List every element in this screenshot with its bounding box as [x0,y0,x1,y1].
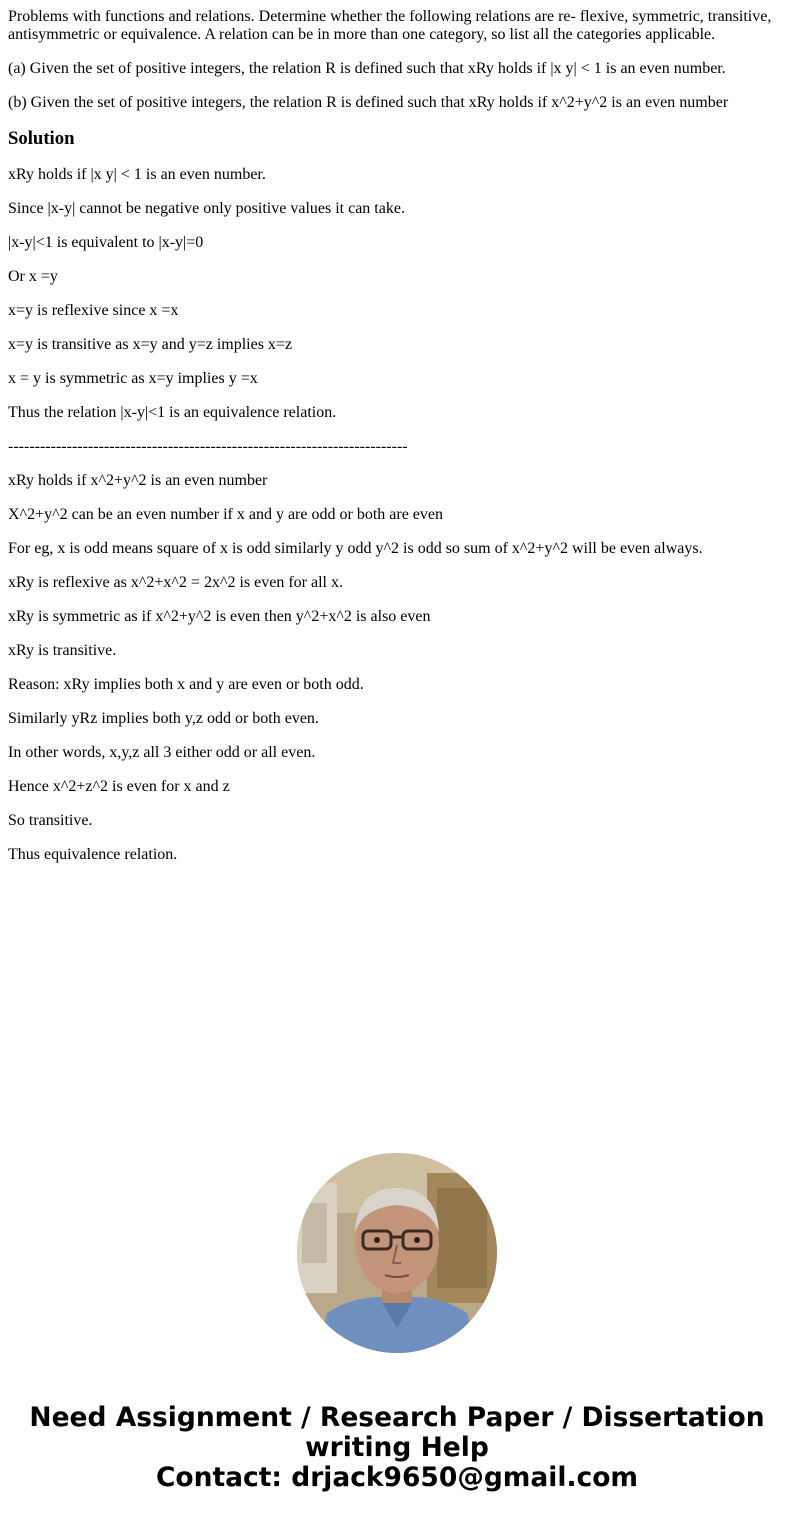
solution-line: Hence x^2+z^2 is even for x and z [8,778,230,795]
solution-line: x=y is transitive as x=y and y=z implies x=z [8,336,293,353]
solution-line: xRy is reflexive as x^2+x^2 = 2x^2 is even for all x. [8,574,343,591]
tutor-avatar [297,1153,497,1353]
promo-line-2: writing Help [305,1432,489,1463]
solution-line: xRy holds if x^2+y^2 is an even number [8,472,268,489]
question-part-b: (b) Given the set of positive integers, the relation R is defined such that xRy holds if x^2+y^2 is an even number [8,94,729,111]
solution-line: Since |x-y| cannot be negative only positive values it can take. [8,200,405,217]
promo-line-1: Need Assignment / Research Paper / Dissertation [29,1402,765,1433]
solution-line: x=y is reflexive since x =x [8,302,179,319]
promo-contact: Contact: drjack9650@gmail.com [155,1462,639,1493]
solution-line: X^2+y^2 can be an even number if x and y are odd or both are even [8,506,443,523]
solution-line: In other words, x,y,z all 3 either odd or all even. [8,744,316,761]
solution-line: For eg, x is odd means square of x is odd similarly y odd y^2 is odd so sum of x^2+y^2 will be even always. [8,540,703,557]
solution-heading: Solution [8,128,75,149]
solution-line: Thus the relation |x-y|<1 is an equivalence relation. [8,404,337,421]
solution-line: xRy holds if |x y| < 1 is an even number. [8,166,266,183]
solution-line: Similarly yRz implies both y,z odd or both even. [8,710,319,727]
separator-line: --------------------------------------------------------------------------- [8,438,408,455]
solution-line: |x-y|<1 is equivalent to |x-y|=0 [8,234,204,251]
document-body [8,8,784,880]
solution-line: x = y is symmetric as x=y implies y =x [8,370,258,387]
question-intro: Problems with functions and relations. Determine whether the following relations are re- flexive, symmetric, transitive, antisymmetric or equivalence. A relation can be in more than one category, so list all the categories applicable. [8,8,772,43]
promo-footer [0,1403,794,1493]
solution-line: Reason: xRy implies both x and y are even or both odd. [8,676,364,693]
solution-line: xRy is transitive. [8,642,117,659]
solution-line: xRy is symmetric as if x^2+y^2 is even then y^2+x^2 is also even [8,608,431,625]
tutor-portrait-image [297,1153,497,1353]
solution-line: So transitive. [8,812,93,829]
solution-line: Or x =y [8,268,58,285]
question-part-a: (a) Given the set of positive integers, the relation R is defined such that xRy holds if |x y| < 1 is an even number. [8,60,726,77]
solution-line: Thus equivalence relation. [8,846,178,863]
